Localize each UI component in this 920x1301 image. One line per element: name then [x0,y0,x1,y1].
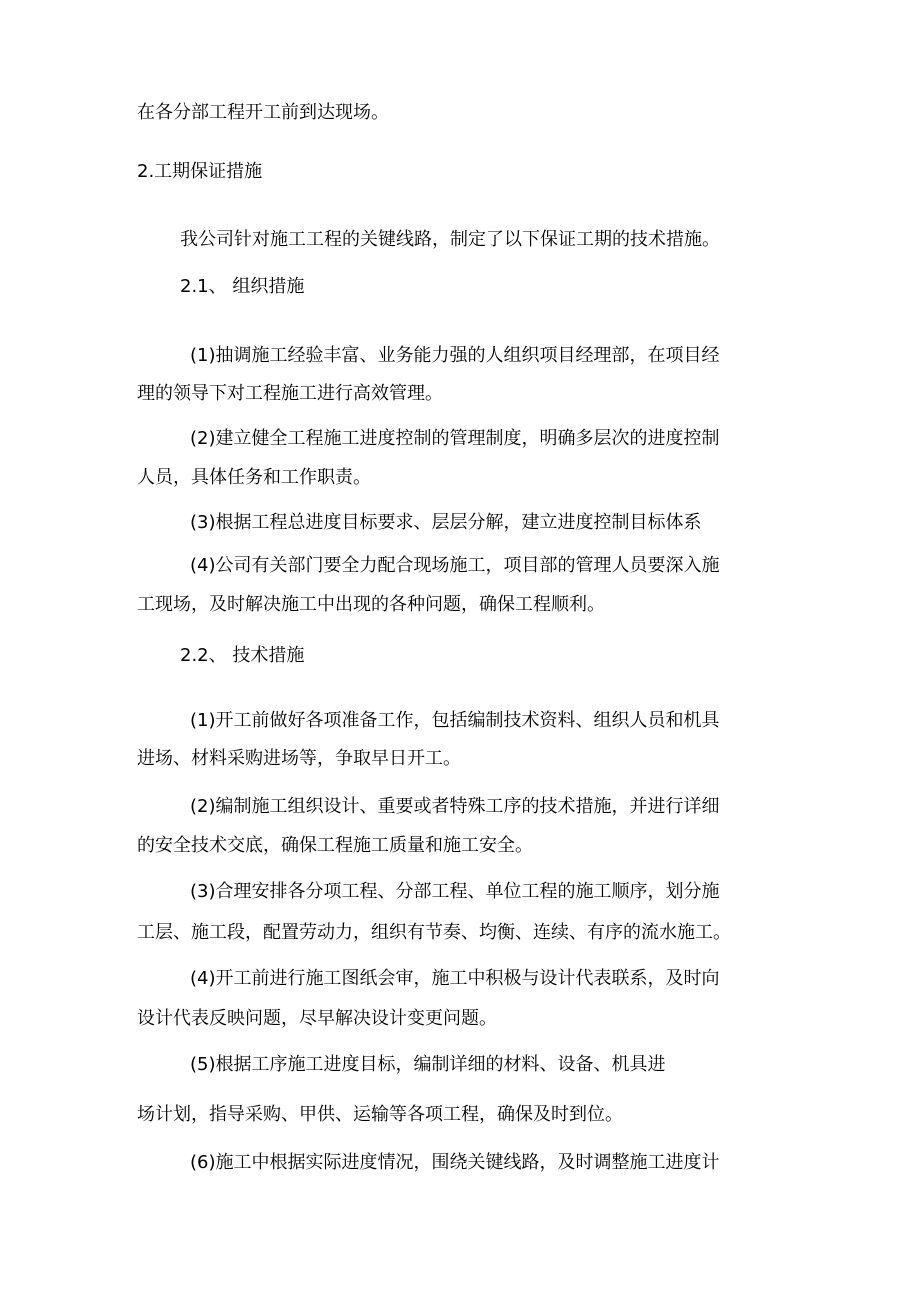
paragraph-line: (3)根据工程总进度目标要求、层层分解，建立进度控制目标体系 [190,512,702,533]
intro-paragraph: 我公司针对施工工程的关键线路，制定了以下保证工期的技术措施。 [180,229,720,250]
paragraph-line: 设计代表反映问题，尽早解决设计变更问题。 [137,1008,497,1029]
paragraph-line: 进场、材料采购进场等，争取早日开工。 [137,748,461,769]
paragraph-line: (6)施工中根据实际进度情况，围绕关键线路，及时调整施工进度计 [190,1152,720,1173]
section-heading: 2.工期保证措施 [137,161,263,182]
paragraph-line: 在各分部工程开工前到达现场。 [137,102,389,123]
paragraph-line: 工层、施工段，配置劳动力，组织有节奏、均衡、连续、有序的流水施工。 [137,922,731,943]
paragraph-line: (3)合理安排各分项工程、分部工程、单位工程的施工顺序，划分施 [190,881,720,902]
paragraph-line: (1)开工前做好各项准备工作，包括编制技术资料、组织人员和机具 [190,710,720,731]
paragraph-line: 场计划，指导采购、甲供、运输等各项工程，确保及时到位。 [137,1104,623,1125]
paragraph-line: 的安全技术交底，确保工程施工质量和施工安全。 [137,835,533,856]
paragraph-line: 理的领导下对工程施工进行高效管理。 [137,383,443,404]
paragraph-line: 工现场，及时解决施工中出现的各种问题，确保工程顺利。 [137,594,605,615]
paragraph-line: (2)编制施工组织设计、重要或者特殊工序的技术措施，并进行详细 [190,796,720,817]
paragraph-line: (4)开工前进行施工图纸会审，施工中积极与设计代表联系，及时向 [190,968,720,989]
paragraph-line: (2)建立健全工程施工进度控制的管理制度，明确多层次的进度控制 [190,428,720,449]
paragraph-line: (4)公司有关部门要全力配合现场施工，项目部的管理人员要深入施 [190,555,720,576]
paragraph-line: 人员，具体任务和工作职责。 [137,467,371,488]
paragraph-line: (5)根据工序施工进度目标，编制详细的材料、设备、机具进 [190,1054,666,1075]
subsection-heading: 2.1、 组织措施 [180,276,305,297]
paragraph-line: (1)抽调施工经验丰富、业务能力强的人组织项目经理部，在项目经 [190,345,720,366]
subsection-heading: 2.2、 技术措施 [180,645,305,666]
